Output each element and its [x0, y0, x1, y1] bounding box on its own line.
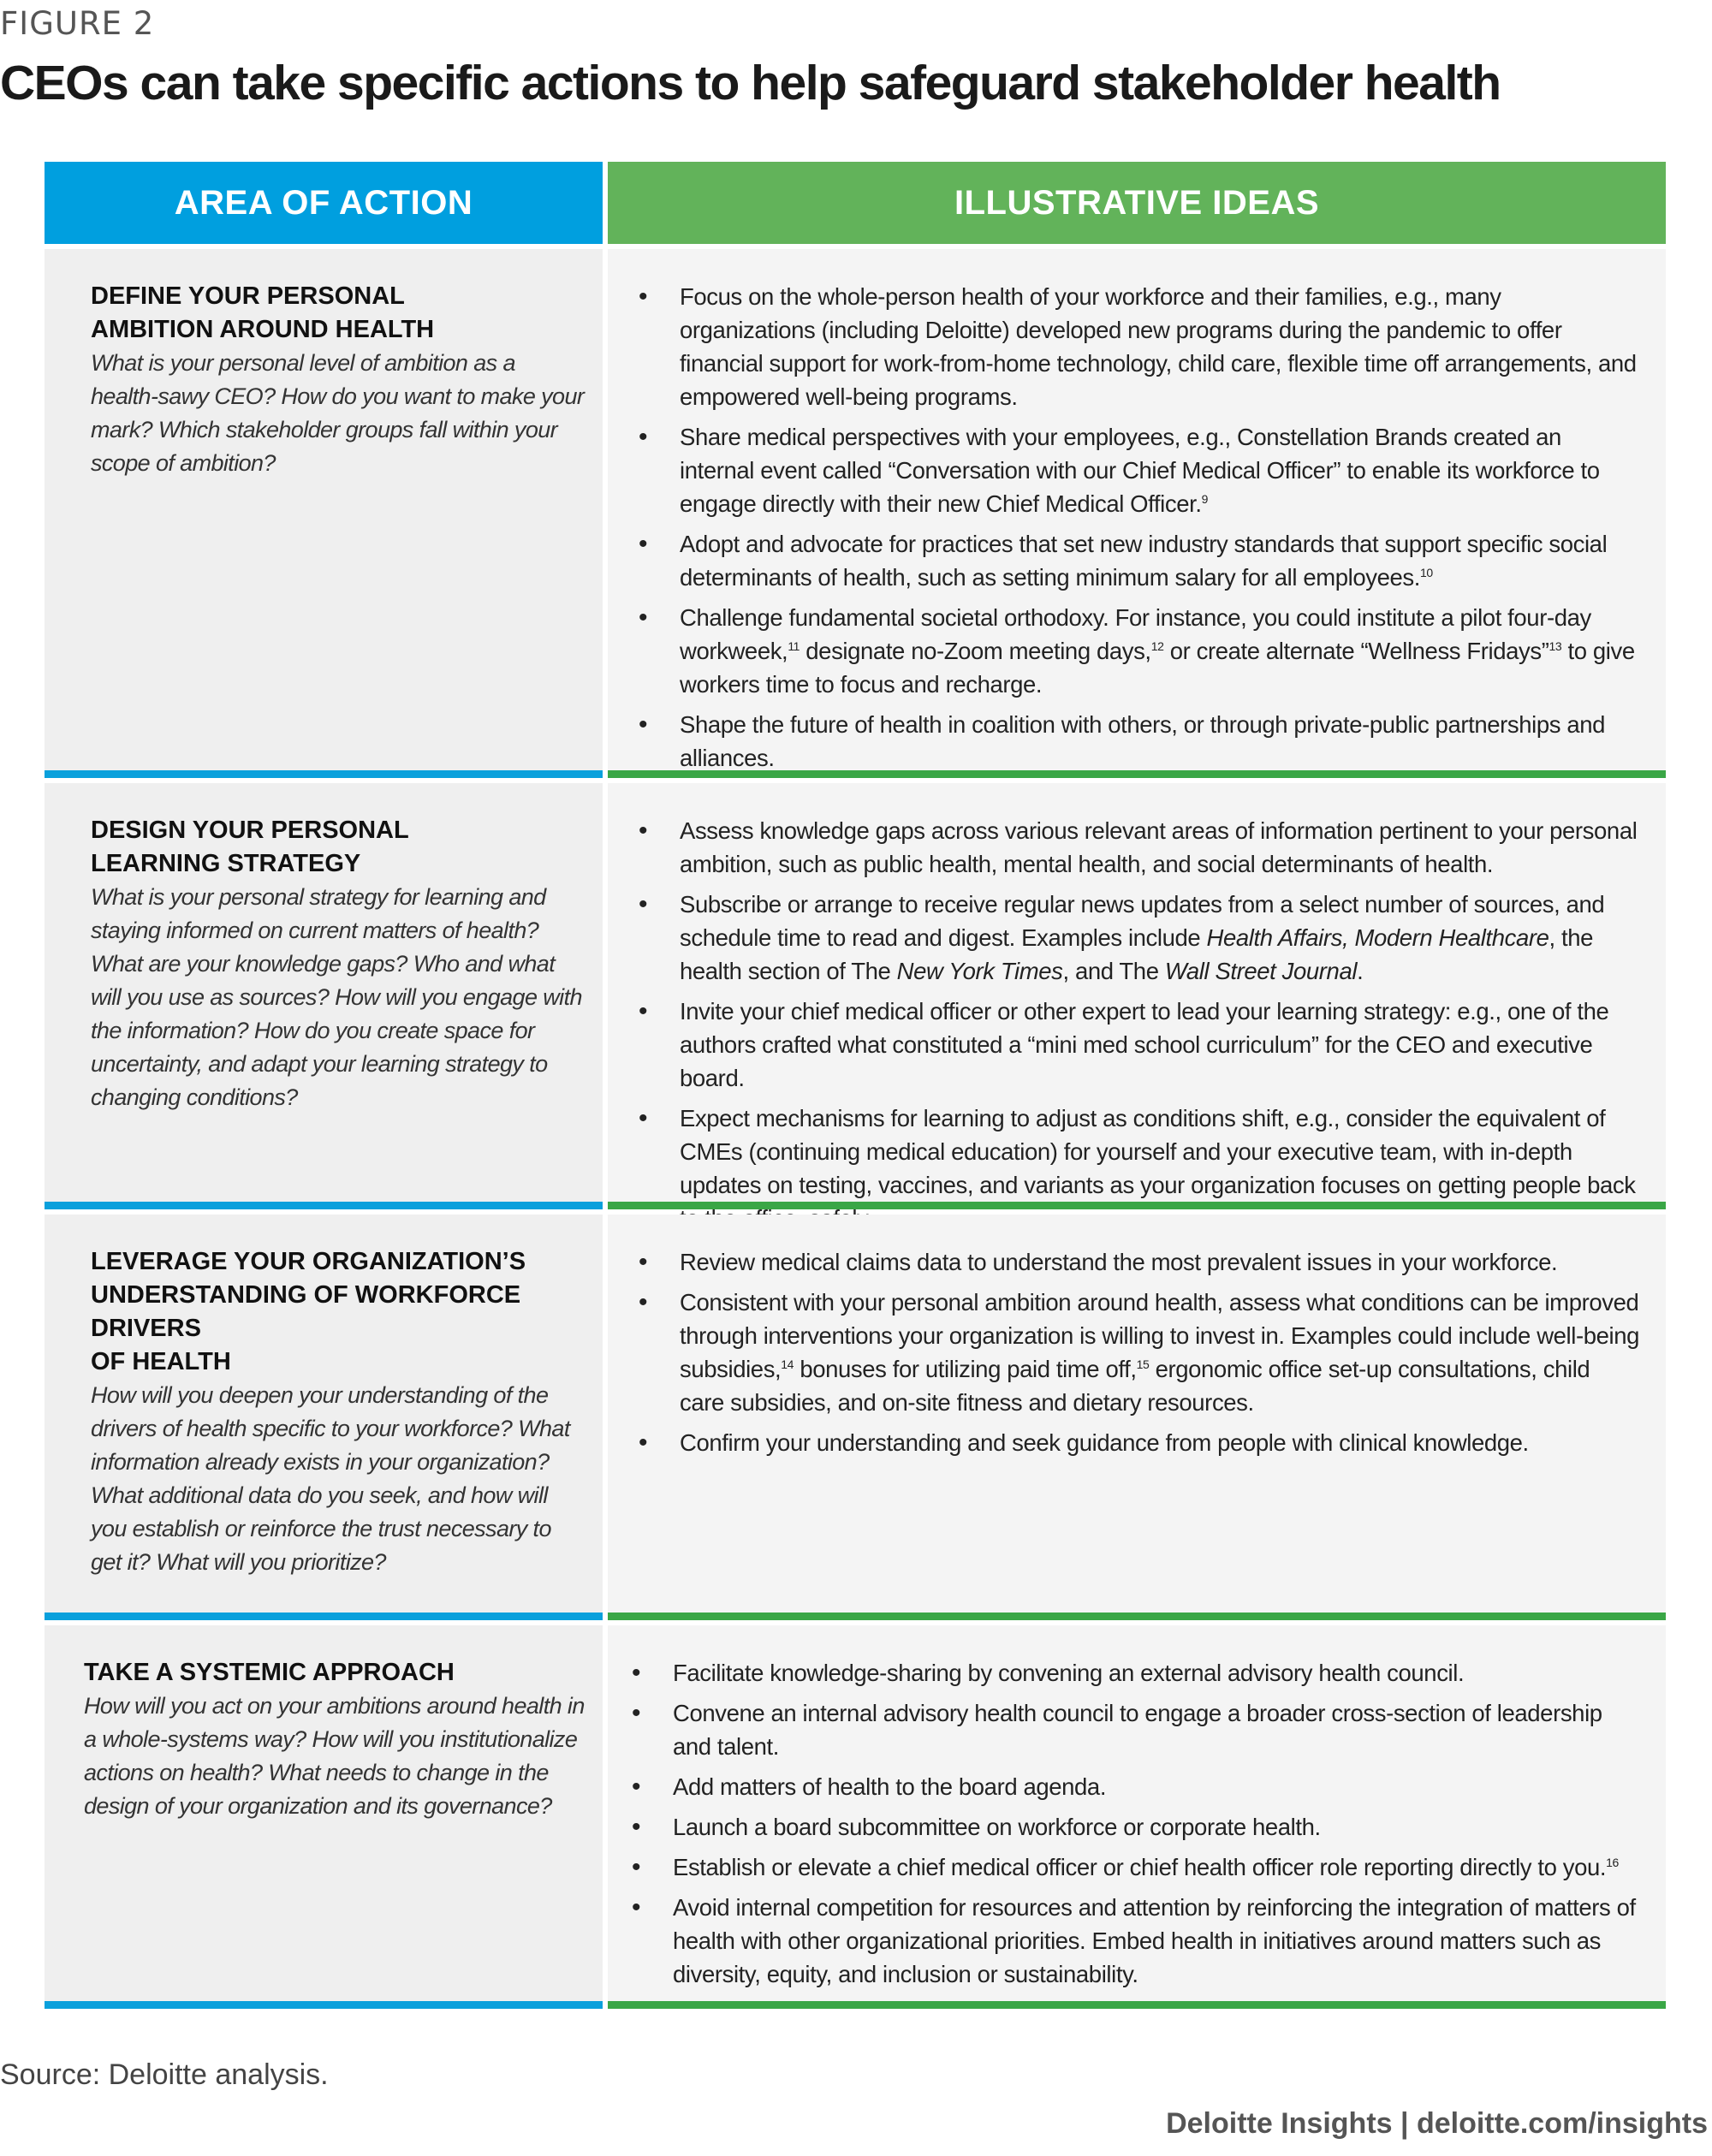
idea-item: • Subscribe or arrange to receive regular news updates from a select number of sources, and schedule time to read and digest. Examples include Health Affairs, Modern Healthcare, the health section of The New York Times, and The Wall Street Journal.	[608, 888, 1640, 988]
bullet-icon: •	[639, 423, 648, 451]
page-title: CEOs can take specific actions to help safeguard stakeholder health	[0, 56, 1501, 110]
ideas-cell-1	[608, 249, 1666, 778]
footnote-ref: 13	[1549, 638, 1562, 653]
area-title: TAKE A SYSTEMIC APPROACH	[84, 1659, 455, 1686]
header-illustrative-ideas: ILLUSTRATIVE IDEAS	[608, 162, 1666, 244]
ideas-list	[601, 1656, 1640, 1998]
bullet-icon: •	[639, 1428, 648, 1457]
bullet-icon: •	[632, 1813, 641, 1841]
bullet-icon: •	[632, 1773, 641, 1801]
bullet-icon: •	[639, 890, 648, 918]
idea-item: • Consistent with your personal ambition around health, assess what conditions can be improved through interventions your organization is willing to invest in. Examples could include well-being subsidies,$^{14}$ bonuses for utilizing paid time off,$^{15}$ ergonomic office set-up consultations, child care subsidies, and on-site fitness and dietary resources.	[608, 1286, 1640, 1419]
bullet-icon: •	[639, 530, 648, 558]
bullet-icon: •	[632, 1893, 641, 1921]
ideas-list	[608, 1245, 1640, 1466]
figure-label: FIGURE 2	[0, 5, 155, 42]
footer-brand: Deloitte Insights | deloitte.com/insights	[1166, 2107, 1708, 2140]
ideas-cell-4	[608, 1625, 1666, 2009]
area-question: What is your personal level of ambition as a health-sawy CEO? How do you want to make your mark? Which stakeholder groups fall within your scope of ambition?	[91, 350, 585, 476]
area-question: What is your personal strategy for learning and staying informed on current matters of health? What are your knowledge gaps? Who and what will you use as sources? How will you engage with the information? How do you create space for uncertainty, and adapt your learning strategy to changing conditions?	[91, 884, 582, 1110]
bullet-icon: •	[639, 603, 648, 632]
footnote-ref: 15	[1136, 1357, 1150, 1371]
area-question: How will you act on your ambitions around health in a whole-systems way? How will you institutionalize actions on health? What needs to change in the design of your organization and its governance?	[84, 1693, 585, 1819]
idea-item: • Add matters of health to the board agenda.	[601, 1770, 1640, 1803]
header-area-of-action: AREA OF ACTION	[45, 162, 603, 244]
bullet-icon: •	[639, 817, 648, 845]
ideas-list	[608, 280, 1640, 781]
area-question: How will you deepen your understanding of the drivers of health specific to your workforce? What information already exists in your organization? What additional data do you seek, and how will you establish or reinforce the trust necessary to get it? What will you prioritize?	[91, 1382, 570, 1575]
idea-item: • Focus on the whole-person health of your workforce and their families, e.g., many organizations (including Deloitte) developed new programs during the pandemic to offer financial support for work-from-home technology, child care, flexible time off arrangements, and empowered well-being programs.	[608, 280, 1640, 413]
area-title: LEVERAGE YOUR ORGANIZATION’S UNDERSTANDING OF WORKFORCE DRIVERS OF HEALTH	[91, 1248, 526, 1375]
area-title: DESIGN YOUR PERSONAL LEARNING STRATEGY	[91, 817, 409, 877]
idea-item: • Share medical perspectives with your employees, e.g., Constellation Brands created an internal event called “Conversation with our Chief Medical Officer” to enable its workforce to engage directly with their new Chief Medical Officer.$^9$	[608, 420, 1640, 520]
idea-item: • Launch a board subcommittee on workforce or corporate health.	[601, 1810, 1640, 1844]
idea-item: • Review medical claims data to understand the most prevalent issues in your workforce.	[608, 1245, 1640, 1279]
footnote-ref: 11	[788, 638, 800, 653]
idea-item: • Avoid internal competition for resources and attention by reinforcing the integration of matters of health with other organizational priorities. Embed health in initiatives around matters such as diversity, equity, and inclusion or sustainability.	[601, 1891, 1640, 1991]
bullet-icon: •	[639, 710, 648, 739]
idea-item: • Establish or elevate a chief medical officer or chief health officer role reporting directly to you.$^{16}$	[601, 1850, 1640, 1884]
source-note: Source: Deloitte analysis.	[0, 2058, 329, 2091]
footnote-ref: 14	[781, 1357, 794, 1371]
idea-item: • Confirm your understanding and seek guidance from people with clinical knowledge.	[608, 1426, 1640, 1459]
ideas-list	[608, 814, 1640, 1242]
bullet-icon: •	[639, 282, 648, 311]
idea-item: • Shape the future of health in coalition with others, or through private-public partnerships and alliances.	[608, 708, 1640, 775]
footnote-ref: 12	[1150, 638, 1164, 653]
footnote-ref: 10	[1419, 565, 1433, 579]
bullet-icon: •	[639, 997, 648, 1025]
area-cell-2	[45, 783, 603, 1209]
bullet-icon: •	[632, 1853, 641, 1881]
bullet-icon: •	[639, 1104, 648, 1132]
idea-item: • Adopt and advocate for practices that set new industry standards that support specific social determinants of health, such as setting minimum salary for all employees.$^{10}$	[608, 527, 1640, 594]
area-cell-3	[45, 1215, 603, 1620]
area-cell-1	[45, 249, 603, 778]
area-title: DEFINE YOUR PERSONAL AMBITION AROUND HEALTH	[91, 282, 435, 343]
bullet-icon: •	[639, 1288, 648, 1316]
idea-item: • Convene an internal advisory health council to engage a broader cross-section of leadership and talent.	[601, 1696, 1640, 1763]
bullet-icon: •	[639, 1248, 648, 1276]
bullet-icon: •	[632, 1699, 641, 1727]
footnote-ref: 16	[1606, 1855, 1619, 1869]
footnote-ref: 9	[1201, 491, 1208, 506]
idea-item: • Challenge fundamental societal orthodoxy. For instance, you could institute a pilot four-day workweek,$^{11}$ designate no-Zoom meeting days,$^{12}$ or create alternate “Wellness Fridays”$^{13}$ to give workers time to focus and recharge.	[608, 601, 1640, 701]
ideas-cell-2	[608, 783, 1666, 1209]
bullet-icon: •	[632, 1659, 641, 1687]
idea-item: • Facilitate knowledge-sharing by convening an external advisory health council.	[601, 1656, 1640, 1690]
idea-item: • Assess knowledge gaps across various relevant areas of information pertinent to your personal ambition, such as public health, mental health, and social determinants of health.	[608, 814, 1640, 881]
idea-item: • Expect mechanisms for learning to adjust as conditions shift, e.g., consider the equivalent of CMEs (continuing medical education) for yourself and your executive team, with in-depth updates on testing, vaccines, and variants as your organization focuses on getting people back	[608, 1102, 1640, 1235]
idea-item: • Invite your chief medical officer or other expert to lead your learning strategy: e.g., one of the authors crafted what constituted a “mini med school curriculum” for the CEO and executive board.	[608, 995, 1640, 1095]
ideas-cell-3	[608, 1215, 1666, 1620]
area-cell-4	[45, 1625, 603, 2009]
